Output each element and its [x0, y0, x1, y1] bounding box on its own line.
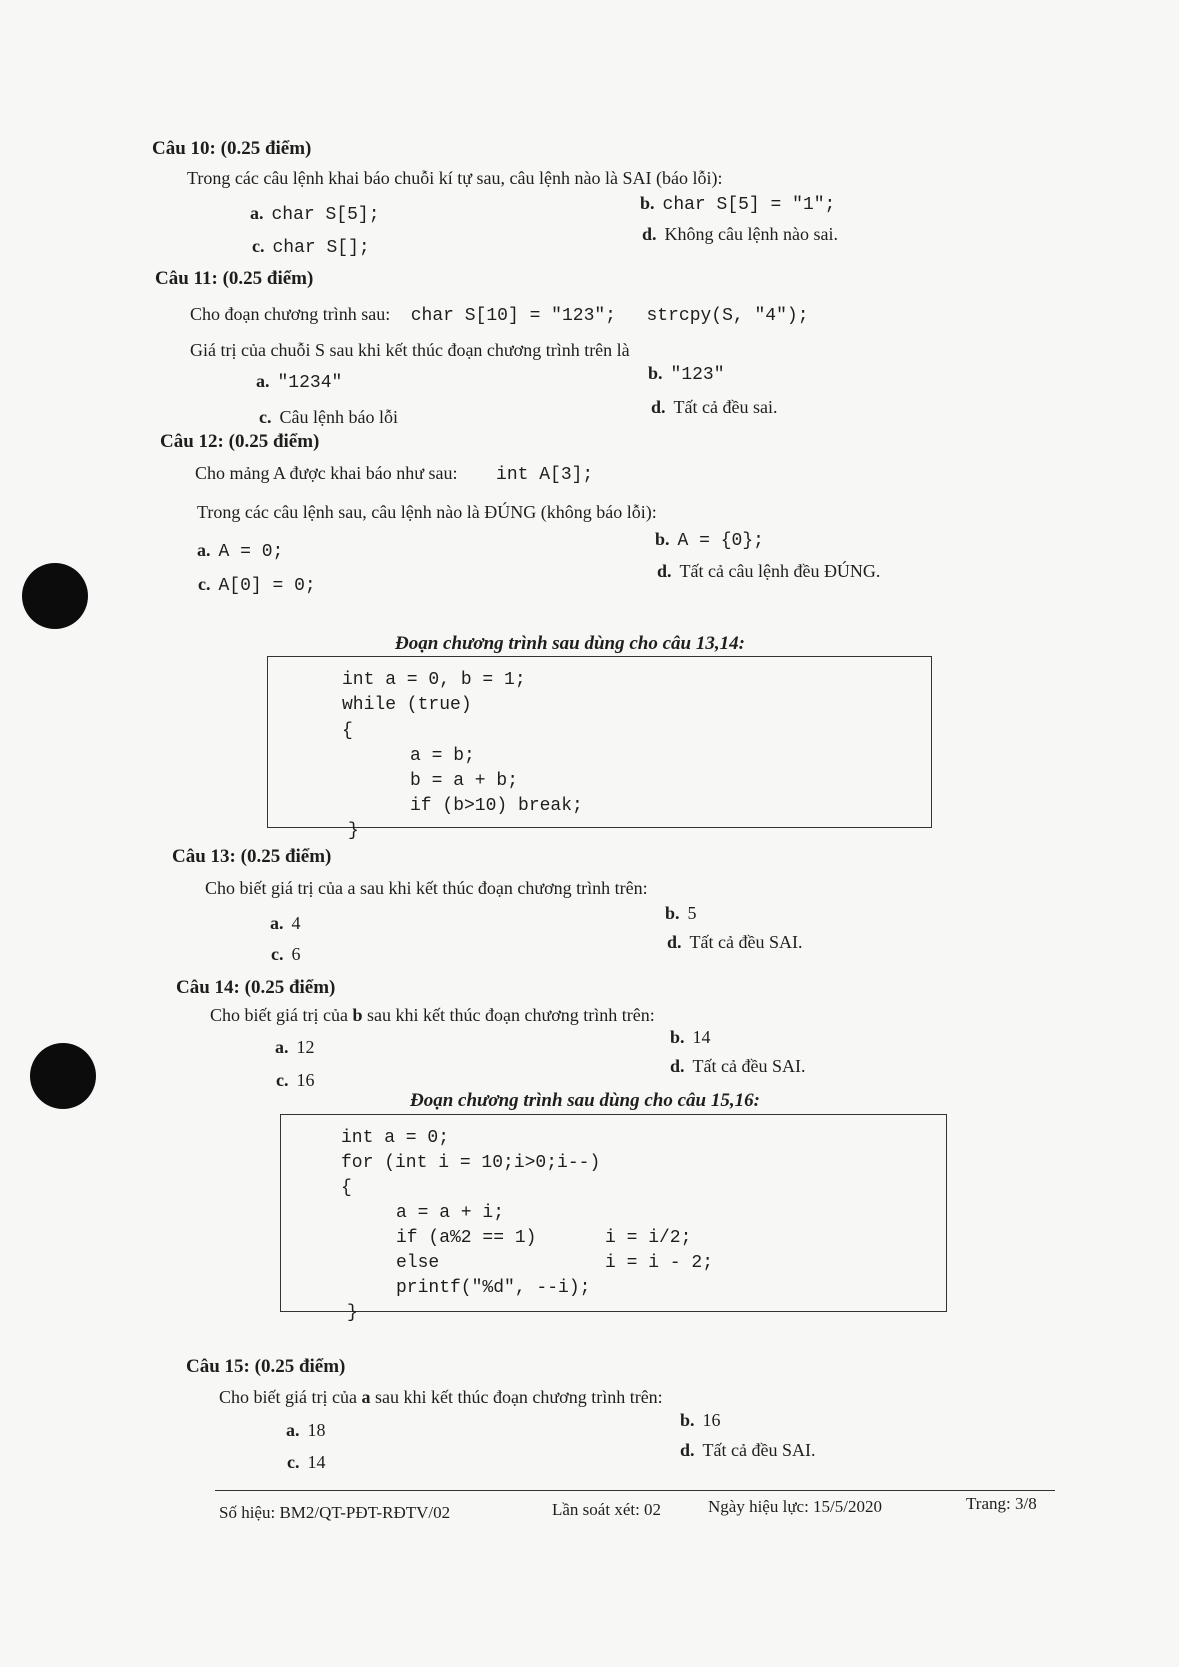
question-12-stem-2: Trong các câu lệnh sau, câu lệnh nào là ĐÚNG (không báo lỗi): — [197, 502, 657, 522]
option-text: 14 — [692, 1027, 711, 1047]
option-label: b. — [640, 193, 655, 213]
option-label: d. — [642, 224, 657, 244]
option-text: 12 — [296, 1037, 315, 1057]
stem-variable: b — [352, 1005, 363, 1025]
option-label: a. — [270, 913, 284, 933]
code-line: } — [347, 1303, 358, 1323]
option-text: A = 0; — [218, 542, 284, 562]
option-label: d. — [667, 932, 682, 952]
question-14-option-d[interactable] — [670, 1056, 805, 1077]
question-11-option-c[interactable] — [259, 407, 398, 428]
question-13-option-b[interactable] — [665, 903, 697, 924]
footer-doc-number: Số hiệu: BM2/QT-PĐT-RĐTV/02 — [219, 1503, 451, 1522]
code-block-2-caption: Đoạn chương trình sau dùng cho câu 15,16: — [410, 1090, 760, 1111]
option-text: 14 — [307, 1452, 326, 1472]
question-11-title: Câu 11: (0.25 điểm) — [155, 268, 314, 289]
stem-text: Cho biết giá trị của — [210, 1005, 348, 1025]
option-text: char S[5]; — [271, 205, 380, 225]
option-text: Tất cả đều SAI. — [692, 1056, 806, 1076]
stem-text: Cho đoạn chương trình sau: — [190, 304, 391, 324]
question-13-option-d[interactable] — [667, 932, 802, 953]
question-12-option-c[interactable] — [198, 574, 316, 596]
option-text: 18 — [307, 1420, 326, 1440]
question-15-option-d[interactable] — [680, 1440, 815, 1461]
option-text: Tất cả đều SAI. — [689, 932, 803, 952]
option-label: b. — [680, 1410, 695, 1430]
option-text: Câu lệnh báo lỗi — [279, 407, 398, 427]
question-11-option-d[interactable] — [651, 397, 777, 418]
stem-variable: a — [361, 1387, 371, 1407]
footer-page-number: Trang: 3/8 — [966, 1494, 1037, 1513]
code-line: else — [396, 1253, 440, 1273]
option-text: "1234" — [277, 373, 343, 393]
question-11-option-b[interactable] — [648, 363, 725, 385]
stem-code: strcpy(S, "4"); — [646, 306, 809, 326]
option-label: c. — [259, 407, 272, 427]
option-label: a. — [197, 540, 211, 560]
question-10-stem: Trong các câu lệnh khai báo chuỗi kí tự sau, câu lệnh nào là SAI (báo lỗi): — [187, 168, 723, 188]
code-line: for (int i = 10;i>0;i--) — [341, 1153, 601, 1173]
option-label: b. — [655, 529, 670, 549]
stem-code: int A[3]; — [496, 465, 594, 485]
code-line: printf("%d", --i); — [396, 1278, 591, 1298]
question-10-title: Câu 10: (0.25 điểm) — [152, 138, 312, 159]
question-12-title: Câu 12: (0.25 điểm) — [160, 431, 320, 452]
question-14-option-c[interactable] — [276, 1070, 315, 1091]
code-line: { — [342, 721, 353, 741]
code-line: int a = 0, b = 1; — [342, 670, 526, 690]
question-15-title: Câu 15: (0.25 điểm) — [186, 1356, 346, 1377]
code-line: int a = 0; — [341, 1128, 450, 1148]
footer-revision: Lần soát xét: 02 — [552, 1500, 662, 1519]
question-14-title: Câu 14: (0.25 điểm) — [176, 977, 336, 998]
option-text: 16 — [296, 1070, 315, 1090]
option-label: c. — [198, 574, 211, 594]
footer-effective-date: Ngày hiệu lực: 15/5/2020 — [708, 1497, 882, 1516]
stem-text: Cho mảng A được khai báo như sau: — [195, 463, 458, 483]
option-text: Tất cả đều SAI. — [702, 1440, 816, 1460]
code-block-2-lines — [341, 1128, 714, 1368]
option-text: 5 — [687, 903, 697, 923]
punch-hole — [22, 563, 88, 629]
question-15-option-c[interactable] — [287, 1452, 326, 1473]
option-label: d. — [651, 397, 666, 417]
option-text: 6 — [291, 944, 301, 964]
option-label: d. — [670, 1056, 685, 1076]
question-11-stem — [190, 304, 809, 326]
question-13-stem: Cho biết giá trị của a sau khi kết thúc đoạn chương trình trên: — [205, 878, 648, 898]
question-11-stem-2: Giá trị của chuỗi S sau khi kết thúc đoạn chương trình trên là — [190, 340, 630, 360]
option-label: b. — [665, 903, 680, 923]
option-text: char S[]; — [272, 238, 370, 258]
option-label: c. — [287, 1452, 300, 1472]
question-13-title: Câu 13: (0.25 điểm) — [172, 846, 332, 867]
option-text: A[0] = 0; — [218, 576, 316, 596]
question-11-option-a[interactable] — [256, 371, 342, 393]
option-text: char S[5] = "1"; — [662, 195, 836, 215]
footer-divider — [215, 1490, 1055, 1491]
code-block-1-lines — [342, 670, 583, 850]
question-10-option-a[interactable] — [250, 203, 380, 225]
code-line: { — [341, 1178, 352, 1198]
code-line: b = a + b; — [410, 771, 519, 791]
option-label: d. — [657, 561, 672, 581]
option-label: d. — [680, 1440, 695, 1460]
stem-text: sau khi kết thúc đoạn chương trình trên: — [366, 1005, 655, 1025]
option-text: 4 — [291, 913, 301, 933]
stem-text: sau khi kết thúc đoạn chương trình trên: — [374, 1387, 663, 1407]
stem-text: Cho biết giá trị của — [219, 1387, 357, 1407]
code-block-1-caption: Đoạn chương trình sau dùng cho câu 13,14: — [395, 633, 745, 654]
punch-hole — [30, 1043, 96, 1109]
option-text: Tất cả câu lệnh đều ĐÚNG. — [679, 561, 881, 581]
question-10-option-d[interactable] — [642, 224, 838, 245]
code-line: if (a%2 == 1) — [396, 1228, 537, 1248]
code-line: a = a + i; — [396, 1203, 505, 1223]
option-label: a. — [250, 203, 264, 223]
question-12-stem — [195, 463, 593, 485]
code-line: a = b; — [410, 746, 475, 766]
question-14-stem — [210, 1005, 655, 1026]
question-14-option-a[interactable] — [275, 1037, 315, 1058]
question-13-option-a[interactable] — [270, 913, 301, 934]
stem-code: char S[10] = "123"; — [410, 306, 616, 326]
option-text: A = {0}; — [677, 531, 764, 551]
question-15-option-b[interactable] — [680, 1410, 721, 1431]
option-label: a. — [256, 371, 270, 391]
question-12-option-b[interactable] — [655, 529, 764, 551]
option-label: c. — [276, 1070, 289, 1090]
code-line: i = i/2; — [605, 1228, 692, 1248]
code-line: i = i - 2; — [605, 1253, 714, 1273]
option-label: a. — [275, 1037, 289, 1057]
code-line: if (b>10) break; — [410, 796, 583, 816]
question-12-option-a[interactable] — [197, 540, 283, 562]
question-13-option-c[interactable] — [271, 944, 301, 965]
option-label: a. — [286, 1420, 300, 1440]
option-label: c. — [252, 236, 265, 256]
option-text: 16 — [702, 1410, 721, 1430]
code-line: } — [348, 821, 359, 841]
option-label: b. — [670, 1027, 685, 1047]
question-10-option-b[interactable] — [640, 193, 835, 215]
code-line: while (true) — [342, 695, 472, 715]
option-text: Không câu lệnh nào sai. — [664, 224, 838, 244]
option-text: Tất cả đều sai. — [673, 397, 778, 417]
option-label: c. — [271, 944, 284, 964]
option-text: "123" — [670, 365, 725, 385]
question-15-stem — [219, 1387, 663, 1408]
question-14-option-b[interactable] — [670, 1027, 711, 1048]
option-label: b. — [648, 363, 663, 383]
question-15-option-a[interactable] — [286, 1420, 326, 1441]
question-12-option-d[interactable] — [657, 561, 880, 582]
question-10-option-c[interactable] — [252, 236, 370, 258]
